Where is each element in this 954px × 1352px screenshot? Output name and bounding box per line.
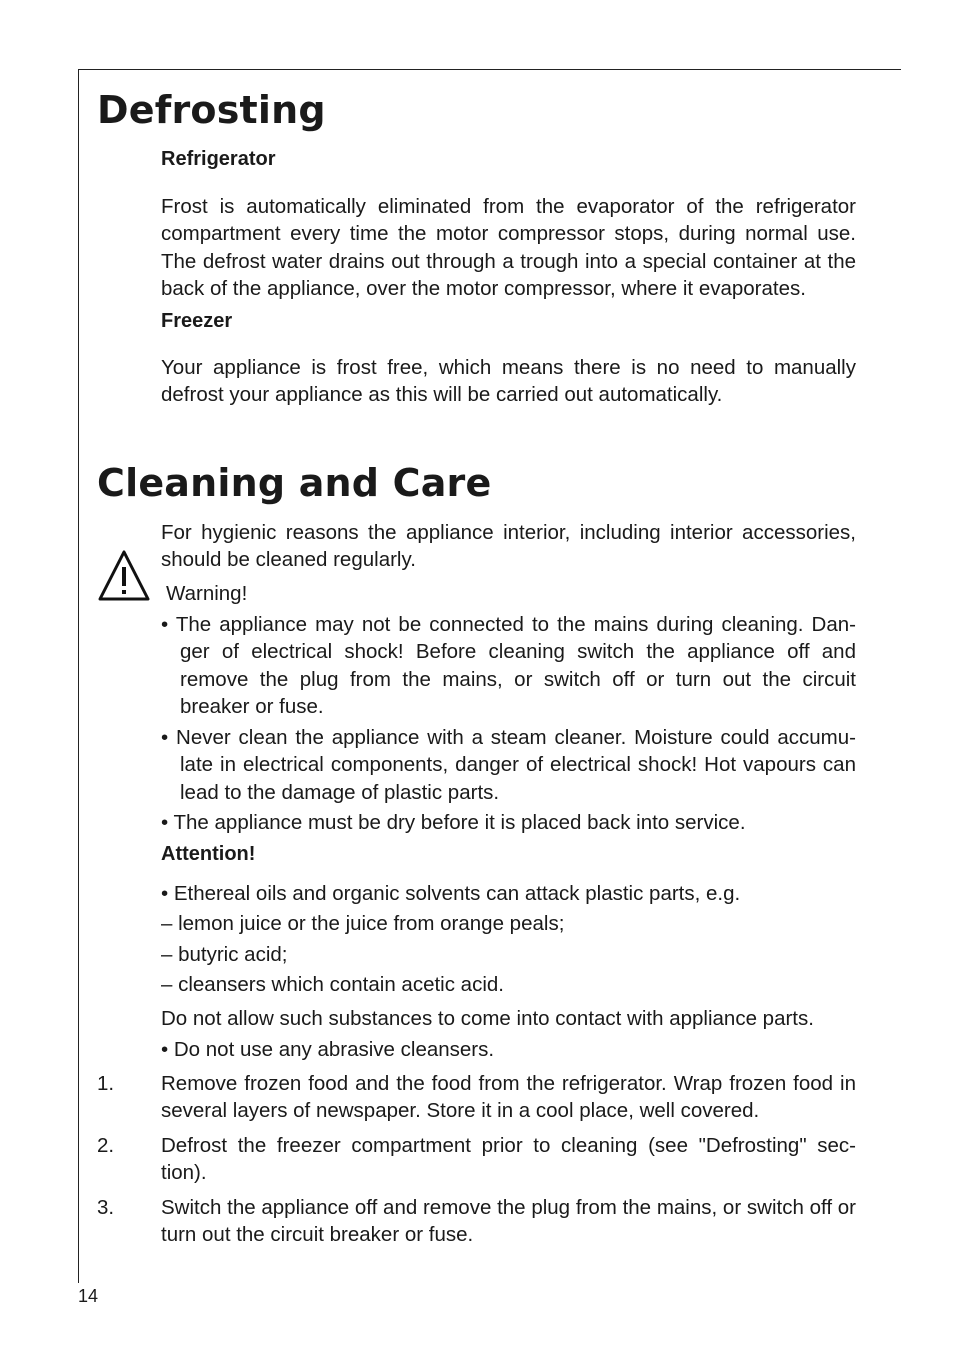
- contact-note: Do not allow such substances to come into contact with appliance parts.: [161, 1007, 814, 1030]
- defrosting-title: Defrosting: [97, 88, 326, 132]
- step-text: Remove frozen food and the food from the refrigerator. Wrap frozen food in several layers of newspaper. Store it in a cool place, well covered.: [161, 1072, 856, 1123]
- left-rule: [78, 69, 79, 1283]
- cleaning-intro: For hygienic reasons the appliance interior, including interior accessories, should be cleaned regularly.: [161, 521, 856, 572]
- warning-triangle-icon: [98, 549, 150, 601]
- step-number: 1.: [97, 1072, 115, 1095]
- refrigerator-text: Frost is automatically eliminated from the evaporator of the refrigerator compartment every time the motor compressor stops, during normal use. The defrost water drains out through a trough into a special container at the back of the appliance, over the motor compressor, where it evaporates.: [161, 195, 856, 300]
- top-rule: [78, 69, 901, 70]
- warning-heading: Warning!: [166, 582, 248, 605]
- warning-item: • The appliance must be dry before it is placed back into service.: [161, 811, 746, 834]
- step-text: Defrost the freezer compartment prior to cleaning (see "Defrosting" sec-tion).: [161, 1134, 856, 1185]
- attention-heading: Attention!: [161, 843, 256, 865]
- warning-item: • The appliance may not be connected to the mains during cleaning. Dan-ger of electrical shock! Before cleaning switch the appliance off and remove the plug from the mains, or switch off or turn out the circuit breaker or fuse.: [161, 613, 856, 718]
- freezer-text: Your appliance is frost free, which means there is no need to manually defrost your appliance as this will be carried out automatically.: [161, 356, 856, 407]
- refrigerator-heading: Refrigerator: [161, 148, 276, 170]
- step-number: 2.: [97, 1134, 115, 1157]
- step-text: Switch the appliance off and remove the plug from the mains, or switch off or turn out the circuit breaker or fuse.: [161, 1196, 856, 1247]
- step-number: 3.: [97, 1196, 115, 1219]
- attention-dash-item: – lemon juice or the juice from orange peals;: [161, 912, 565, 935]
- freezer-heading: Freezer: [161, 310, 233, 332]
- abrasive-note: • Do not use any abrasive cleansers.: [161, 1038, 495, 1061]
- attention-bullet: • Ethereal oils and organic solvents can attack plastic parts, e.g.: [161, 882, 741, 905]
- cleaning-title: Cleaning and Care: [97, 461, 492, 505]
- attention-dash-item: – butyric acid;: [161, 943, 288, 966]
- page-number: 14: [78, 1286, 99, 1306]
- attention-dash-item: – cleansers which contain acetic acid.: [161, 973, 504, 996]
- warning-item: • Never clean the appliance with a steam cleaner. Moisture could accumu-late in electrical components, danger of electrical shock! Hot vapours can lead to the damage of plastic parts.: [161, 726, 856, 804]
